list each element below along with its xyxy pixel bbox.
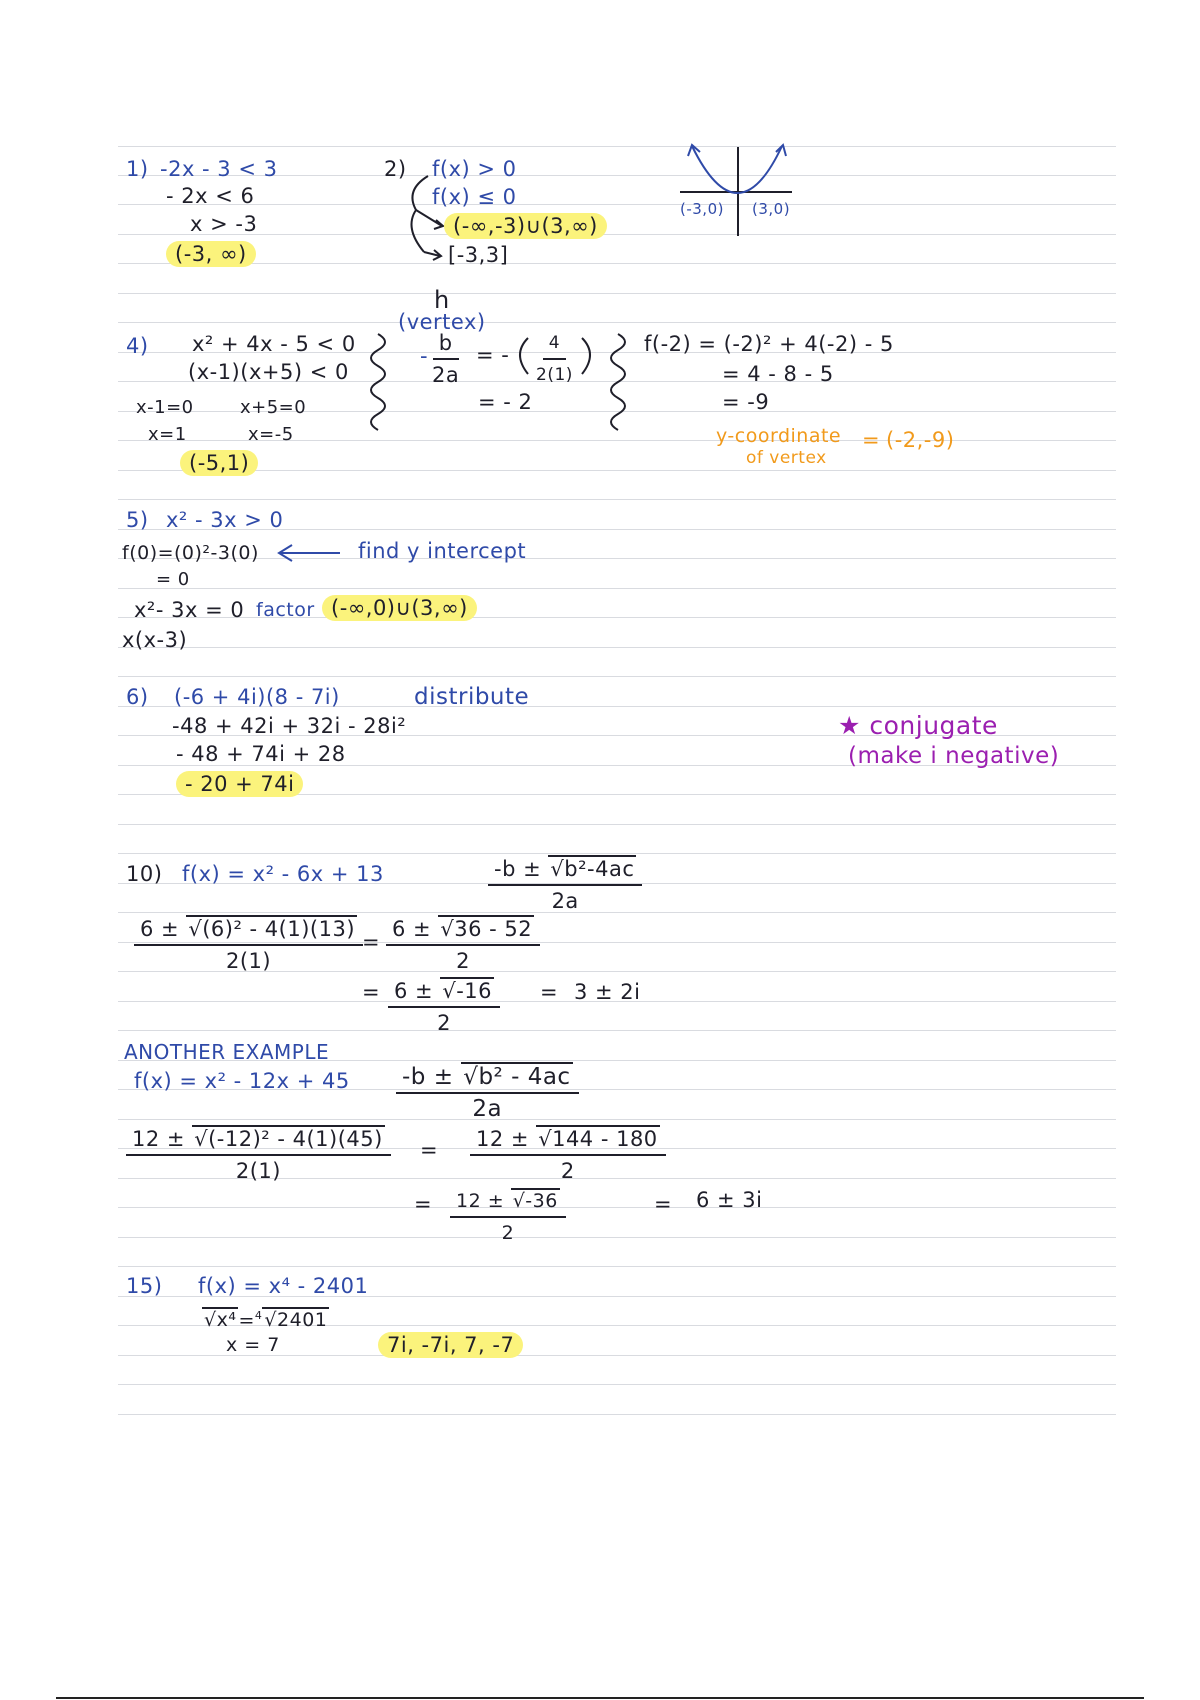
work-line: - 48 + 74i + 28 — [176, 742, 346, 766]
work-line: x(x-3) — [122, 628, 188, 652]
inequality-line: f(x) ≤ 0 — [432, 185, 517, 209]
conjugate-note: (make i negative) — [848, 743, 1060, 769]
work-line: x = 7 — [226, 1334, 280, 1356]
quadratic-substitution: $\frac{\text{12 ± √ (-12)² - 4(1)(45)}}{2(1)}$ — [126, 1126, 391, 1184]
highlighted-answer: (-5,1) — [180, 450, 258, 476]
function-evaluation: = 4 - 8 - 5 — [722, 362, 834, 386]
quadratic-simplified: $\frac{12 \pm √ -36}{2}$ — [450, 1188, 566, 1246]
equals-sign: = — [414, 1192, 433, 1216]
vertex-label: (vertex) — [398, 310, 486, 334]
inequality-line: x² - 3x > 0 — [166, 508, 284, 532]
quadratic-substitution: $\frac{\text{6 ± √ (6)² - 4(1)(13)}}{2(1)}$ — [134, 916, 363, 974]
highlighted-answer: 7i, -7i, 7, -7 — [378, 1332, 523, 1358]
function-evaluation: f(-2) = (-2)² + 4(-2) - 5 — [644, 332, 894, 356]
annotation-note: factor — [256, 599, 315, 621]
squiggle-divider-1 — [371, 334, 385, 430]
equals-sign: = — [862, 428, 881, 452]
work-line: = 0 — [156, 569, 190, 590]
equals-sign: = — [540, 980, 559, 1004]
annotation-note: find y intercept — [358, 539, 527, 563]
y-coordinate-note: y-coordinate — [716, 425, 842, 447]
work-line: x²- 3x = 0 — [134, 598, 245, 622]
y-coordinate-note: of vertex — [746, 448, 827, 468]
inequality-line: -2x - 3 < 3 — [160, 157, 278, 181]
function-definition: f(x) = x² - 12x + 45 — [134, 1069, 350, 1093]
highlighted-answer: - 20 + 74i — [176, 771, 303, 797]
equals-sign: = — [420, 1138, 439, 1162]
quadratic-simplified: $\frac{6 \pm √ -16}{2}$ — [388, 978, 500, 1036]
highlighted-answer: (-3, ∞) — [166, 241, 256, 267]
vertex-h-label: h — [434, 286, 450, 314]
problem-number: 2) — [384, 157, 407, 181]
inequality-line: f(x) > 0 — [432, 157, 517, 181]
root-equation: √ x⁴ =$^4$√ 2401 — [202, 1304, 329, 1332]
zero-solution: x=1 — [148, 424, 187, 445]
work-line: (x-1)(x+5) < 0 — [188, 360, 349, 384]
interval-answer: [-3,3] — [448, 243, 509, 267]
work-line: x > -3 — [190, 212, 258, 236]
squiggle-divider-2 — [611, 334, 625, 430]
problem-number: 1) — [126, 157, 149, 181]
quadratic-simplified: $\frac{12 \pm √ 144 - 180}{2}$ — [470, 1126, 666, 1184]
vertex-result: = - 2 — [478, 390, 533, 414]
negative-sign: - — [420, 344, 429, 368]
zero-solution: x=-5 — [248, 424, 294, 445]
graph-root-label: (3,0) — [752, 200, 791, 218]
conjugate-note: ★ conjugate — [838, 711, 998, 740]
work-line: -48 + 42i + 32i - 28i² — [172, 714, 407, 738]
problem-number: 6) — [126, 685, 149, 709]
highlighted-answer: (-∞,-3)∪(3,∞) — [444, 213, 607, 239]
quadratic-formula: $\frac{\text{-b ± √ b² - 4ac}}{2a}$ — [396, 1064, 579, 1122]
quadratic-simplified: $\frac{6 \pm √ 36 - 52}{2}$ — [386, 916, 540, 974]
inequality-line: x² + 4x - 5 < 0 — [192, 332, 356, 356]
quadratic-formula: $\frac{\text{-b ± √ b²-4ac}}{2a}$ — [488, 856, 642, 914]
equals-sign: = — [362, 930, 381, 954]
problem-number: 5) — [126, 508, 149, 532]
expression-line: (-6 + 4i)(8 - 7i) — [174, 685, 340, 709]
equals-sign: = — [654, 1192, 673, 1216]
vertex-formula-fraction: $\frac{b}{2a}$ — [432, 331, 460, 387]
work-line: f(0)=(0)²-3(0) — [122, 542, 259, 564]
parabola-graph-icon — [680, 145, 792, 236]
function-definition: f(x) = x² - 6x + 13 — [182, 862, 384, 886]
section-heading: ANOTHER EXAMPLE — [124, 1040, 330, 1064]
equals-sign: = — [362, 980, 381, 1004]
problem-number: 4) — [126, 334, 149, 358]
graph-root-label: (-3,0) — [680, 200, 724, 218]
zero-equation: x-1=0 — [136, 397, 194, 418]
equals-sign: = - — [476, 343, 510, 367]
final-answer: 6 ± 3i — [696, 1188, 763, 1212]
work-line: - 2x < 6 — [166, 184, 255, 208]
problem-number: 15) — [126, 1274, 163, 1298]
annotation-note: distribute — [414, 684, 530, 710]
bracket-arrows-problem2 — [412, 176, 429, 252]
vertex-answer: (-2,-9) — [886, 428, 955, 452]
function-definition: f(x) = x⁴ - 2401 — [198, 1274, 369, 1298]
problem-number: 10) — [126, 862, 163, 886]
function-evaluation: = -9 — [722, 390, 770, 414]
zero-equation: x+5=0 — [240, 397, 307, 418]
final-answer: 3 ± 2i — [574, 980, 641, 1004]
vertex-value-fraction: $\frac{4}{2(1)}$ — [536, 330, 573, 388]
highlighted-answer: (-∞,0)∪(3,∞) — [322, 595, 477, 621]
